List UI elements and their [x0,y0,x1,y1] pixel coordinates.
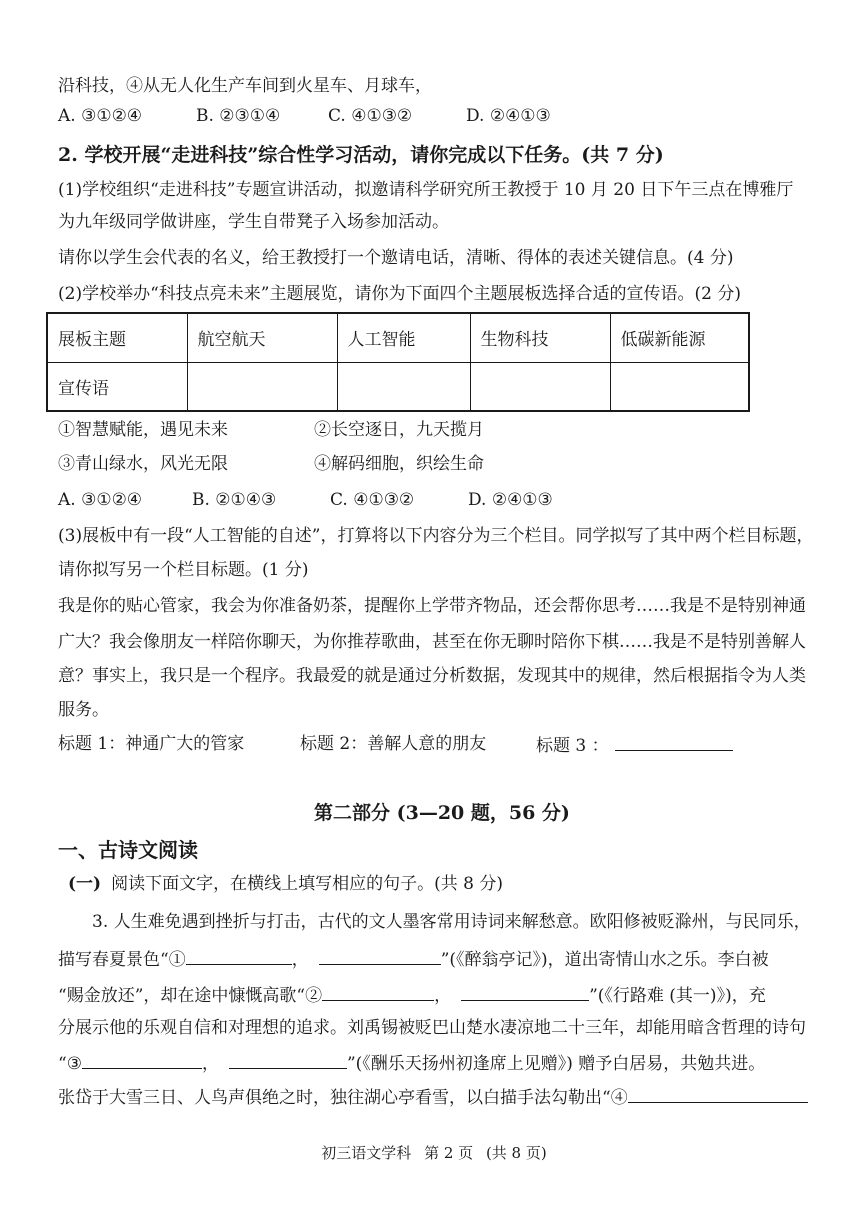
question-3-line: 3. 人生难免遇到挫折与打击，古代的文人墨客常用诗词来解愁意。欧阳修被贬滁州，与民同乐， [92,912,811,932]
footer-subject: 初三语文学科 [321,1144,412,1162]
footer-page-number: 第 2 页 [424,1144,474,1162]
text-fragment: ， [201,1054,219,1074]
section-heading: 一、古诗文阅读 [58,838,198,862]
subsection-number: (一) [68,874,102,894]
question-3-line: 分展示他的乐观自信和对理想的追求。刘禹锡被贬巴山楚水凄凉地二十三年，却能用暗含哲理的诗句 [58,1018,806,1038]
question-3-line [58,986,766,1005]
slogan: ④解码细胞，织绘生命 [314,454,484,474]
slogan: ②长空逐日，九天揽月 [314,420,484,440]
table-row [47,313,749,362]
question-2-title: 2. 学校开展“走进科技”综合性学习活动，请你完成以下任务。(共 7 分) [58,144,664,166]
passage-line: 广大？我会像朋友一样陪你聊天，为你推荐歌曲，甚至在你无聊时陪你下棋……我是不是特别善解人 [58,632,806,652]
table-header-cell: 航空航天 [187,313,337,362]
text-fragment: ， [291,950,309,970]
slogan: ①智慧赋能，遇见未来 [58,420,228,440]
answer-blank[interactable] [319,950,441,965]
text-fragment: 描写春夏景色“① [58,950,186,970]
option-a: A. ③①②④ [58,490,143,510]
text-fragment: “③ [58,1054,82,1074]
answer-cell[interactable] [337,362,470,411]
text-line: 沿科技，④从无人化生产车间到火星车、月球车， [58,76,432,96]
column-title-3 [536,736,733,755]
option-c: C. ④①③② [330,490,415,510]
question-3-line [58,1054,765,1073]
answer-blank[interactable] [628,1088,808,1103]
table-label-cell: 宣传语 [47,362,187,411]
option-b: B. ②①④③ [192,490,277,510]
passage-line: 我是你的贴心管家，我会为你准备奶茶，提醒你上学带齐物品，还会帮你思考……我是不是特别神通 [58,596,806,616]
text-fragment: ”(《酬乐天扬州初逢席上见赠》) 赠予白居易，共勉共进。 [346,1054,766,1074]
column-title-3-label: 标题 3 ： [536,736,609,756]
footer-total-pages: (共 8 页) [485,1144,547,1162]
slogan: ③青山绿水，风光无限 [58,454,228,474]
question-3-line [58,950,769,969]
answer-blank[interactable] [461,986,589,1001]
theme-board-table [46,312,750,412]
question-3-line [58,1088,808,1107]
table-header-cell: 低碳新能源 [610,313,749,362]
passage-line: 服务。 [58,700,109,720]
table-header-cell: 生物科技 [470,313,610,362]
subsection [68,876,503,893]
text-fragment: “赐金放还”，却在途中慷慨高歌“② [58,986,323,1006]
option-a: A. ③①②④ [58,106,143,126]
subsection-text: 阅读下面文字，在横线上填写相应的句子。(共 8 分) [111,874,503,894]
text-fragment: ”(《行路难 (其一)》)，充 [589,986,766,1006]
option-d: D. ②④①③ [468,490,553,510]
text-fragment: ， [434,986,452,1006]
part-heading: 第二部分 (3—20 题，56 分) [314,802,570,824]
table-header-cell: 人工智能 [337,313,470,362]
option-c: C. ④①③② [328,106,413,126]
option-d: D. ②④①③ [466,106,551,126]
answer-cell[interactable] [610,362,749,411]
option-b: B. ②③①④ [196,106,281,126]
column-title-1: 标题 1：神通广大的管家 [58,734,245,754]
task-2-line: (2)学校举办“科技点亮未来”主题展览，请你为下面四个主题展板选择合适的宣传语。(2 分) [58,284,741,304]
column-title-2: 标题 2：善解人意的朋友 [300,734,487,754]
table-header-cell: 展板主题 [47,313,187,362]
answer-cell[interactable] [187,362,337,411]
answer-blank[interactable] [615,736,733,751]
answer-blank[interactable] [82,1054,202,1069]
answer-blank[interactable] [186,950,292,965]
answer-blank[interactable] [322,986,434,1001]
table-row [47,362,749,411]
task-1-line: 为九年级同学做讲座，学生自带凳子入场参加活动。 [58,212,449,232]
page-footer [0,1142,868,1163]
answer-blank[interactable] [229,1054,347,1069]
task-3-line: 请你拟写另一个栏目标题。(1 分) [58,560,309,580]
task-1-instruction: 请你以学生会代表的名义，给王教授打一个邀请电话，清晰、得体的表述关键信息。(4 分) [58,248,734,268]
answer-cell[interactable] [470,362,610,411]
text-fragment: 张岱于大雪三日、人鸟声俱绝之时，独往湖心亭看雪，以白描手法勾勒出“④ [58,1088,628,1108]
text-fragment: ”(《醉翁亭记》)，道出寄情山水之乐。李白被 [440,950,769,970]
task-3-line: (3)展板中有一段“人工智能的自述”，打算将以下内容分为三个栏目。同学拟写了其中两个栏目标题， [58,526,814,546]
passage-line: 意？事实上，我只是一个程序。我最爱的就是通过分析数据，发现其中的规律，然后根据指令为人类 [58,666,806,686]
task-1-line: (1)学校组织“走进科技”专题宣讲活动，拟邀请科学研究所王教授于 10 月 20 日下午三点在博雅厅 [58,180,794,200]
